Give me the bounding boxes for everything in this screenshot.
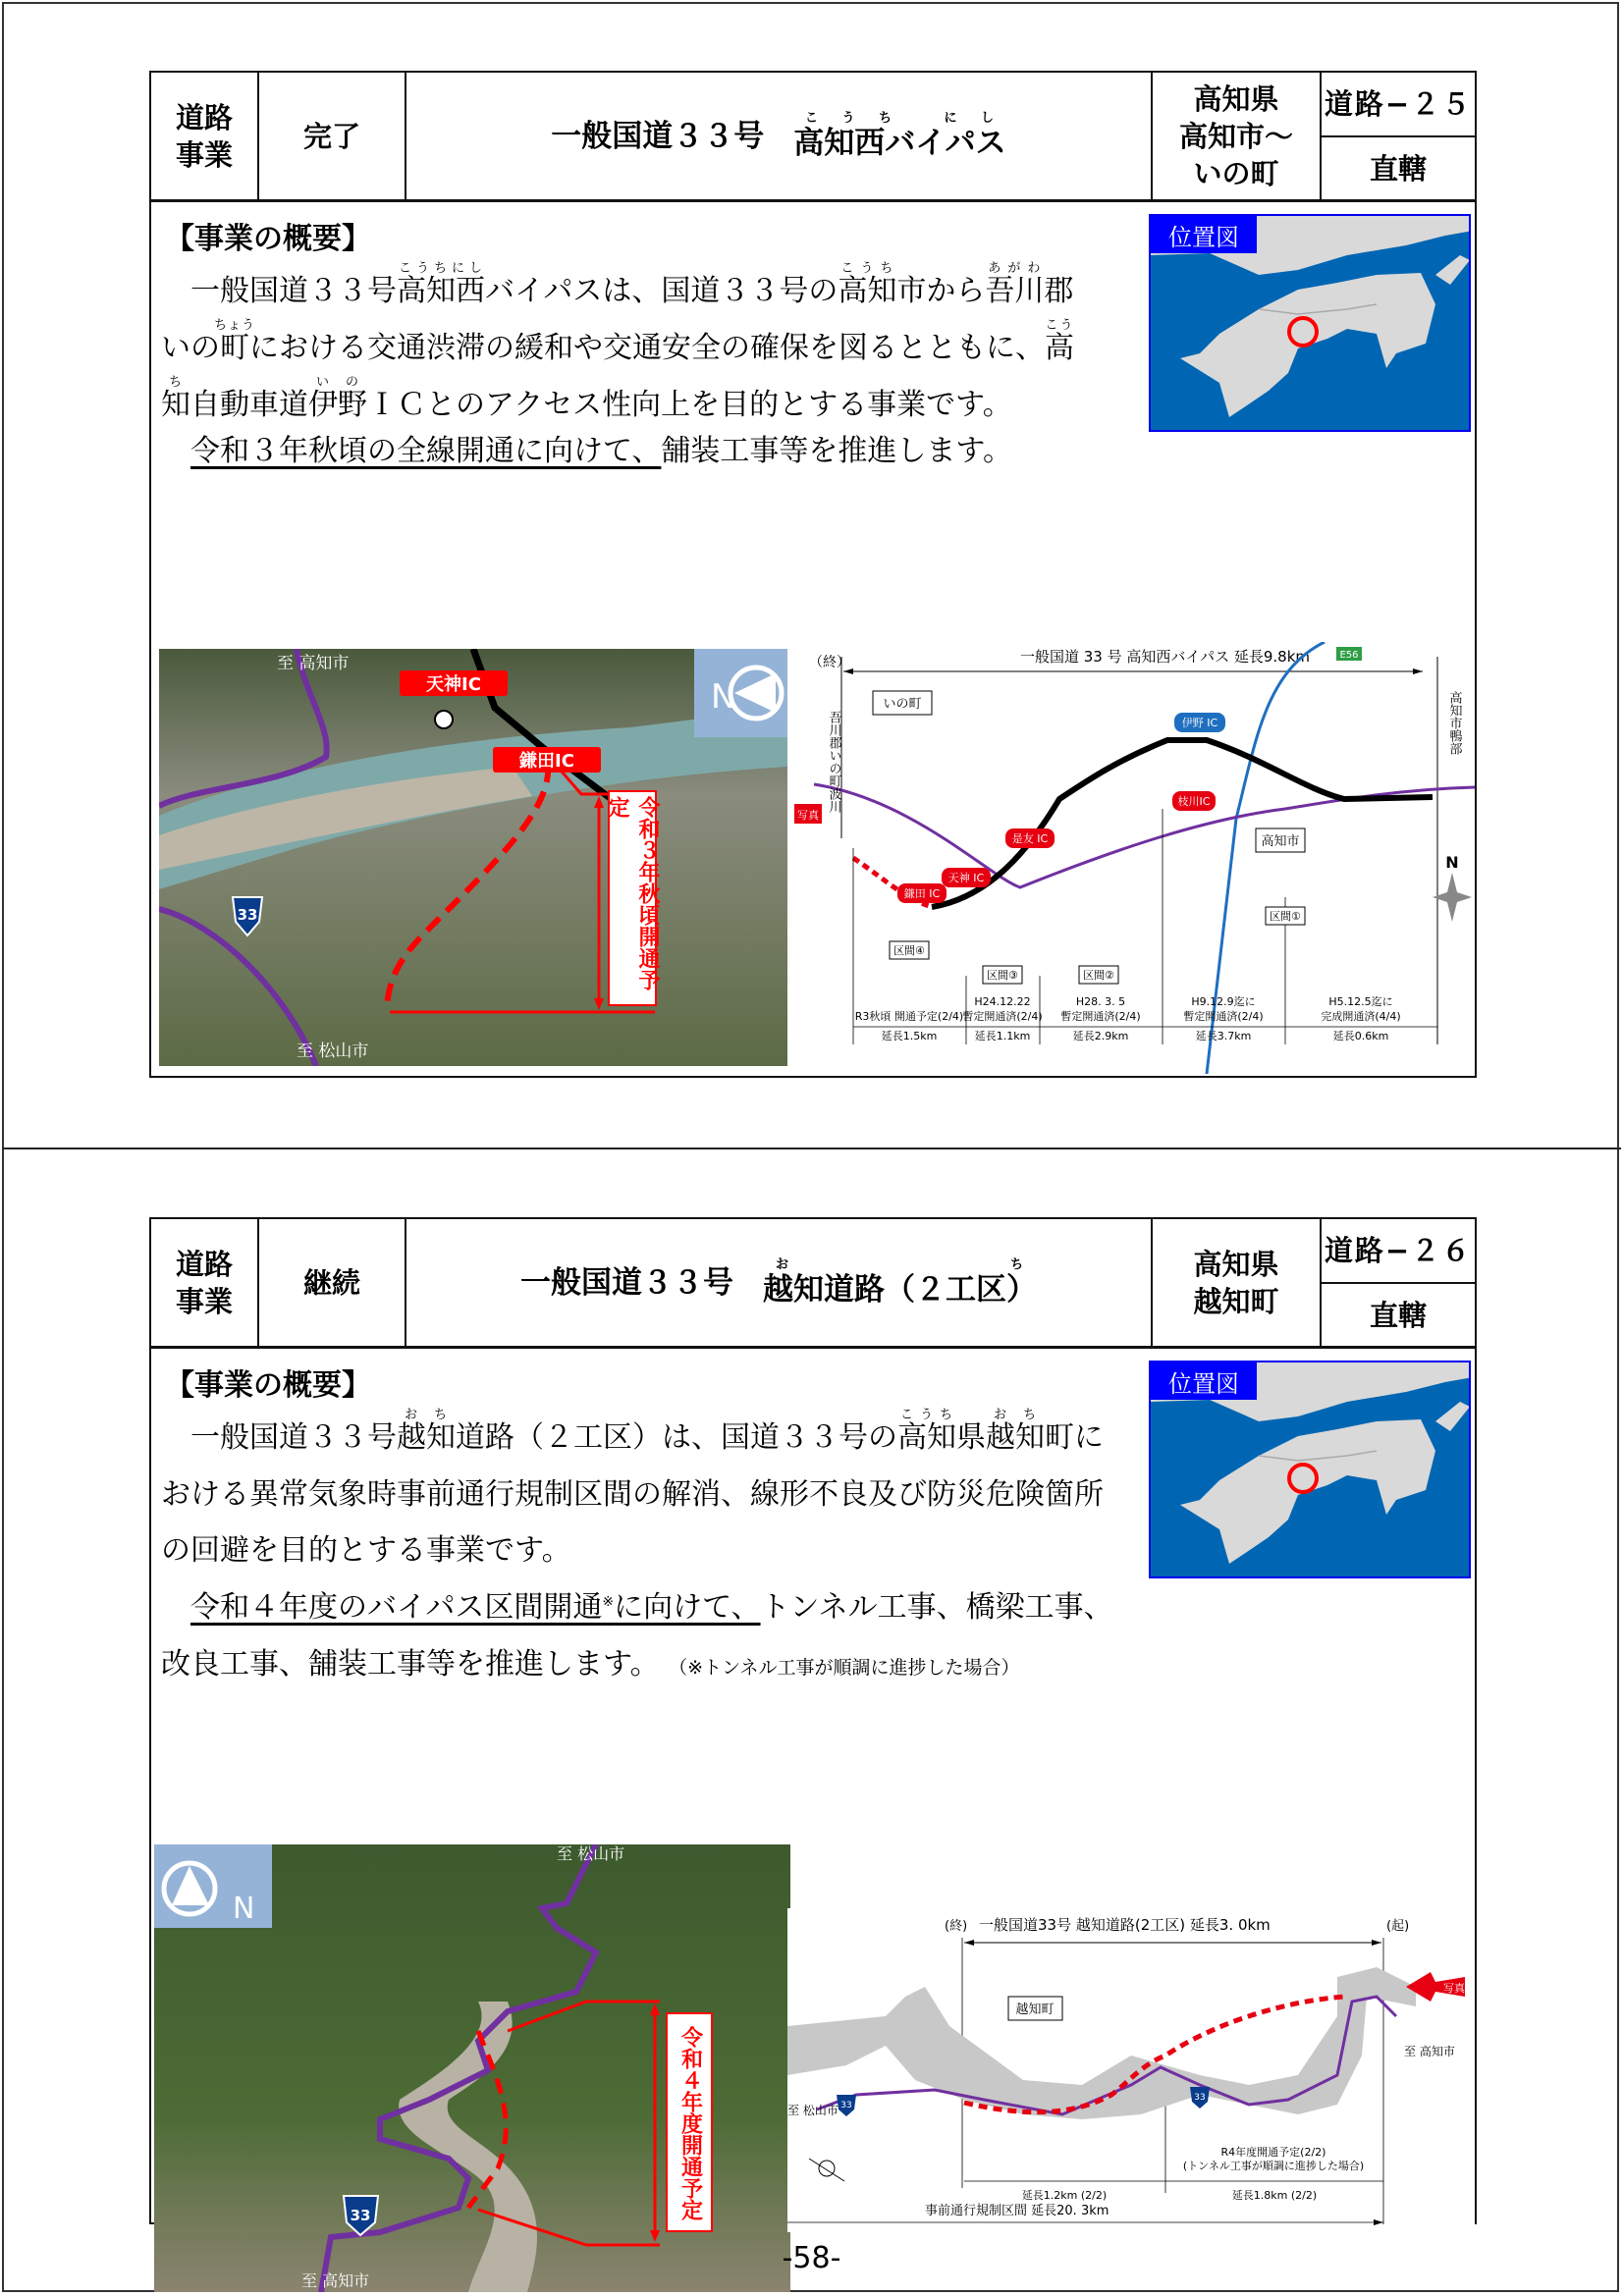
route-schematic <box>787 1908 1475 2232</box>
category-cell <box>151 1219 259 1346</box>
svg-text:(トンネル工事が順調に進捗した場合): (トンネル工事が順調に進捗した場合) <box>1182 2160 1365 2172</box>
plan-highlight: 令和４年度のバイパス区間開通※に向けて、 <box>190 1590 761 1625</box>
svg-text:区間④: 区間④ <box>893 944 925 957</box>
plan-highlight: 令和３年秋頃の全線開通に向けて、 <box>190 434 662 468</box>
svg-text:区間①: 区間① <box>1270 910 1301 923</box>
svg-text:暫定開通済(2/4): 暫定開通済(2/4) <box>1183 1010 1264 1023</box>
paragraph-line: いの町ちょうにおける交通渋滞の緩和や交通安全の確保を図るとともに、高こう <box>161 318 1074 365</box>
svg-text:R3秋頃 開通予定(2/4): R3秋頃 開通予定(2/4) <box>854 1010 964 1023</box>
location-map <box>1149 214 1471 432</box>
svg-text:至 松山市: 至 松山市 <box>787 2104 839 2117</box>
plan-footnote: （※トンネル工事が順調に進捗した場合） <box>669 1657 1020 1679</box>
svg-text:(終): (終) <box>945 1919 968 1934</box>
jurisdiction: 直轄 <box>1369 151 1427 186</box>
paragraph-line: 知ち自動車道伊野いのＩＣとのアクセス性向上を目的とする事業です。 <box>161 375 1012 422</box>
svg-text:N: N <box>711 677 736 717</box>
title-name: 越知道路（２工区）お ち <box>763 1256 1037 1308</box>
location-line: 高知市～ <box>1178 119 1293 153</box>
svg-text:伊野 IC: 伊野 IC <box>1181 717 1218 729</box>
svg-text:一般国道33号 越知道路(2工区) 延長3. 0km: 一般国道33号 越知道路(2工区) 延長3. 0km <box>979 1916 1271 1934</box>
svg-text:写真: 写真 <box>797 809 819 822</box>
svg-text:天神IC: 天神IC <box>426 674 481 695</box>
paragraph-line: 一般国道３３号高知西こうちにしバイパスは、国道３３号の高知こうち市から吾川あがわ郡 <box>161 261 1074 308</box>
svg-text:（終）: （終） <box>809 655 850 670</box>
paragraph-line: 一般国道３３号越知おち道路（２工区）は、国道３３号の高知こうち県越知おち町に <box>161 1408 1104 1455</box>
category-line-2: 事業 <box>175 1284 233 1318</box>
location-cell <box>1153 73 1322 199</box>
project-code: 道路−２５ <box>1322 73 1475 137</box>
svg-text:鎌田IC: 鎌田IC <box>519 751 574 772</box>
category-line-1: 道路 <box>175 1247 233 1281</box>
location-line: 越知町 <box>1193 1284 1279 1318</box>
svg-text:至 高知市: 至 高知市 <box>1404 2045 1455 2058</box>
svg-text:至 松山市: 至 松山市 <box>297 1041 369 1061</box>
svg-text:枝川IC: 枝川IC <box>1177 795 1211 808</box>
project-title-cell <box>406 1219 1153 1346</box>
route-schematic <box>794 642 1475 1074</box>
svg-text:いの町: いの町 <box>883 697 922 712</box>
svg-text:鎌田 IC: 鎌田 IC <box>903 887 941 900</box>
svg-text:延長3.7km: 延長3.7km <box>1195 1030 1252 1042</box>
location-map-label: 位置図 <box>1151 216 1257 253</box>
svg-text:区間③: 区間③ <box>987 969 1018 982</box>
location-map-label: 位置図 <box>1151 1362 1257 1400</box>
svg-text:E56: E56 <box>1339 650 1359 661</box>
svg-text:延長2.9km: 延長2.9km <box>1072 1030 1129 1042</box>
svg-text:越知町: 越知町 <box>1015 2002 1055 2017</box>
svg-text:33: 33 <box>1194 2093 1206 2103</box>
project-header <box>151 1219 1475 1349</box>
location-line: いの町 <box>1193 156 1279 190</box>
project-card-kochi-nishi <box>149 71 1477 1078</box>
category-cell <box>151 73 259 199</box>
plan-line: 令和３年秋頃の全線開通に向けて、舗装工事等を推進します。 <box>190 434 1013 468</box>
opening-note-vertical: 令和３年秋頃開通予定 <box>605 796 660 990</box>
svg-text:是友 IC: 是友 IC <box>1011 832 1049 845</box>
svg-text:区間②: 区間② <box>1083 969 1114 982</box>
svg-text:N: N <box>233 1892 255 1926</box>
svg-text:33: 33 <box>840 2101 852 2110</box>
paragraph-line: おける異常気象時事前通行規制区間の解消、線形不良及び防災危険箇所 <box>161 1477 1104 1512</box>
aerial-photo <box>154 1844 790 2292</box>
svg-text:延長1.2km (2/2): 延長1.2km (2/2) <box>1021 2189 1108 2202</box>
svg-text:高知市鴨部: 高知市鴨部 <box>1446 691 1462 755</box>
svg-text:(起): (起) <box>1386 1919 1410 1934</box>
svg-text:一般国道 33 号 高知西バイパス 延長9.8km: 一般国道 33 号 高知西バイパス 延長9.8km <box>1020 648 1311 666</box>
svg-text:至 松山市: 至 松山市 <box>557 1844 625 1863</box>
svg-text:H28. 3. 5: H28. 3. 5 <box>1075 995 1126 1008</box>
location-cell <box>1153 1219 1322 1346</box>
page-number: -58- <box>782 2241 841 2275</box>
status-cell: 完了 <box>259 73 406 199</box>
svg-text:完成開通済(4/4): 完成開通済(4/4) <box>1321 1010 1401 1023</box>
svg-text:暫定開通済(2/4): 暫定開通済(2/4) <box>1060 1010 1141 1023</box>
opening-note-vertical: 令和４年度開通予定 <box>677 2026 703 2220</box>
location-map <box>1149 1361 1471 1578</box>
svg-text:延長0.6km: 延長0.6km <box>1332 1030 1389 1042</box>
svg-text:H5.12.5迄に: H5.12.5迄に <box>1328 995 1393 1008</box>
svg-text:N: N <box>1445 853 1459 872</box>
title-name: 高知西バイパスこうち にし <box>793 110 1006 161</box>
location-line: 高知県 <box>1193 1247 1279 1281</box>
title-prefix: 一般国道３３号 <box>551 118 765 154</box>
category-line-2: 事業 <box>175 137 233 172</box>
paragraph-line: の回避を目的とする事業です。 <box>161 1533 571 1568</box>
jurisdiction: 直轄 <box>1369 1298 1427 1332</box>
svg-text:暫定開通済(2/4): 暫定開通済(2/4) <box>962 1010 1043 1023</box>
svg-text:写真: 写真 <box>1443 1982 1465 1995</box>
svg-text:天神 IC: 天神 IC <box>947 872 985 884</box>
code-cell <box>1322 1219 1475 1346</box>
overview-heading: 【事業の概要】 <box>165 222 371 256</box>
svg-text:事前通行規制区間 延長20. 3km: 事前通行規制区間 延長20. 3km <box>925 2204 1109 2218</box>
category-line-1: 道路 <box>175 100 233 134</box>
project-code: 道路−２６ <box>1322 1219 1475 1284</box>
location-line: 高知県 <box>1193 81 1279 116</box>
svg-text:高知市: 高知市 <box>1261 834 1300 849</box>
svg-text:吾川郡いの町波川: 吾川郡いの町波川 <box>826 711 841 813</box>
plan-line: 令和４年度のバイパス区間開通※に向けて、トンネル工事、橋梁工事、 <box>190 1590 1113 1625</box>
svg-text:延長1.8km (2/2): 延長1.8km (2/2) <box>1231 2189 1318 2202</box>
overview-heading: 【事業の概要】 <box>165 1368 371 1403</box>
plan-line-2: 改良工事、舗装工事等を推進します。 （※トンネル工事が順調に進捗した場合） <box>161 1647 1020 1682</box>
svg-text:H9.12.9迄に: H9.12.9迄に <box>1191 995 1256 1008</box>
svg-text:延長1.1km: 延長1.1km <box>974 1030 1031 1042</box>
svg-text:延長1.5km: 延長1.5km <box>881 1030 938 1042</box>
page-divider <box>2 1148 1621 1149</box>
svg-text:H24.12.22: H24.12.22 <box>974 995 1031 1008</box>
svg-text:33: 33 <box>350 2207 371 2224</box>
svg-text:至 高知市: 至 高知市 <box>301 2271 370 2290</box>
svg-text:R4年度開通予定(2/2): R4年度開通予定(2/2) <box>1220 2146 1326 2159</box>
title-prefix: 一般国道３３号 <box>520 1264 733 1301</box>
code-cell <box>1322 73 1475 199</box>
svg-text:至 高知市: 至 高知市 <box>277 654 350 673</box>
aerial-photo <box>159 649 787 1066</box>
status-cell: 継続 <box>259 1219 406 1346</box>
svg-text:33: 33 <box>237 906 258 924</box>
project-header <box>151 73 1475 202</box>
project-title-cell <box>406 73 1153 199</box>
